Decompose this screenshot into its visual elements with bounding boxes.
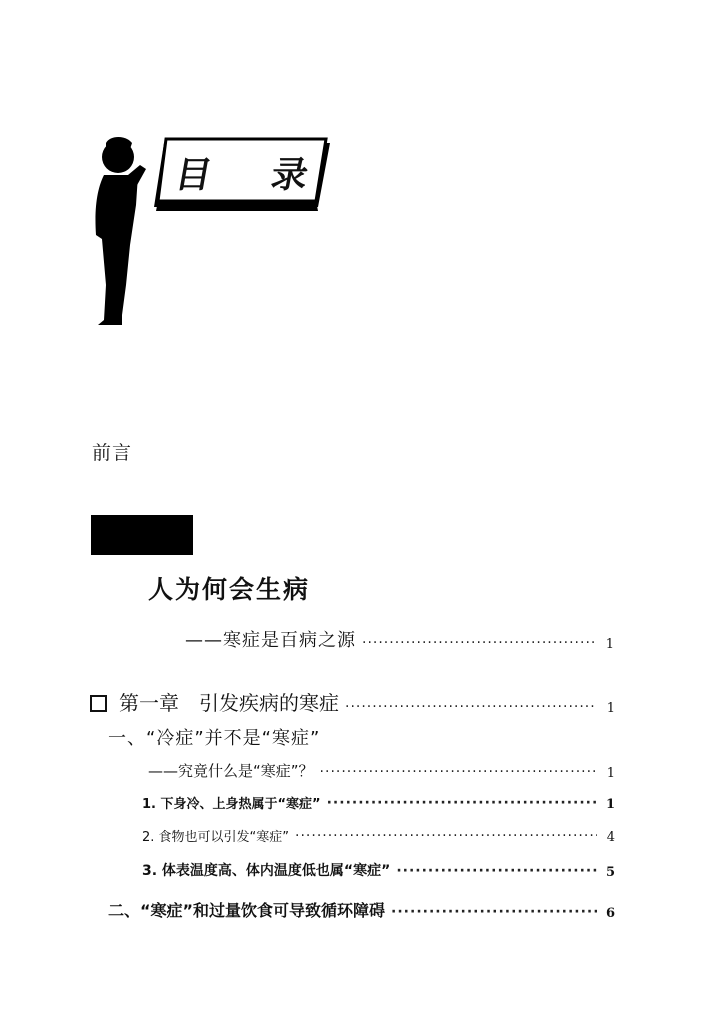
entry-label: ——究竟什么是“寒症”？ <box>148 762 314 780</box>
page-number: 1 <box>606 701 615 716</box>
banner-char-1: 目 <box>171 155 216 196</box>
banner-char-2: 录 <box>267 155 312 196</box>
dot-leader <box>295 829 597 842</box>
dot-leader <box>396 863 597 877</box>
chapter-entry[interactable] <box>90 687 615 716</box>
section-heading[interactable] <box>108 724 320 750</box>
toc-item[interactable] <box>142 826 615 845</box>
entry-label: 2. 食物也可以引发“寒症” <box>142 830 290 845</box>
title-illustration <box>92 135 342 330</box>
toc-item[interactable] <box>142 793 615 812</box>
entry-label: 3. 体表温度高、体内温度低也属“寒症” <box>142 863 391 879</box>
page-number: 6 <box>605 906 615 921</box>
section-heading-entry[interactable] <box>108 898 615 921</box>
entry-label <box>90 687 339 716</box>
page-number: 1 <box>605 797 615 812</box>
part-marker-bar <box>91 515 193 555</box>
entry-label: 一、“冷症”并不是“寒症” <box>108 728 321 749</box>
entry-label: ——寒症是百病之源 <box>185 630 356 651</box>
dot-leader <box>362 631 597 649</box>
page-number: 1 <box>606 766 615 781</box>
section-subtitle-entry[interactable] <box>148 760 615 781</box>
dot-leader <box>320 763 597 778</box>
page-number: 4 <box>606 830 615 845</box>
part-subtitle-entry[interactable] <box>185 626 615 652</box>
page-number: 5 <box>605 865 615 880</box>
chapter-label: 第一章 引发疾病的寒症 <box>119 691 339 715</box>
page-number: 1 <box>605 637 615 652</box>
dot-leader <box>345 693 597 713</box>
toc-item[interactable] <box>142 860 615 880</box>
dot-leader <box>327 796 597 809</box>
entry-label: 1. 下身冷、上身热属于“寒症” <box>142 797 321 812</box>
preface-link[interactable]: 前言 <box>92 442 133 464</box>
part-title[interactable]: 人为何会生病 <box>148 575 311 604</box>
dot-leader <box>391 902 597 918</box>
entry-label: 二、“寒症”和过量饮食可导致循环障碍 <box>108 901 386 920</box>
checkbox-square-icon <box>90 695 107 712</box>
